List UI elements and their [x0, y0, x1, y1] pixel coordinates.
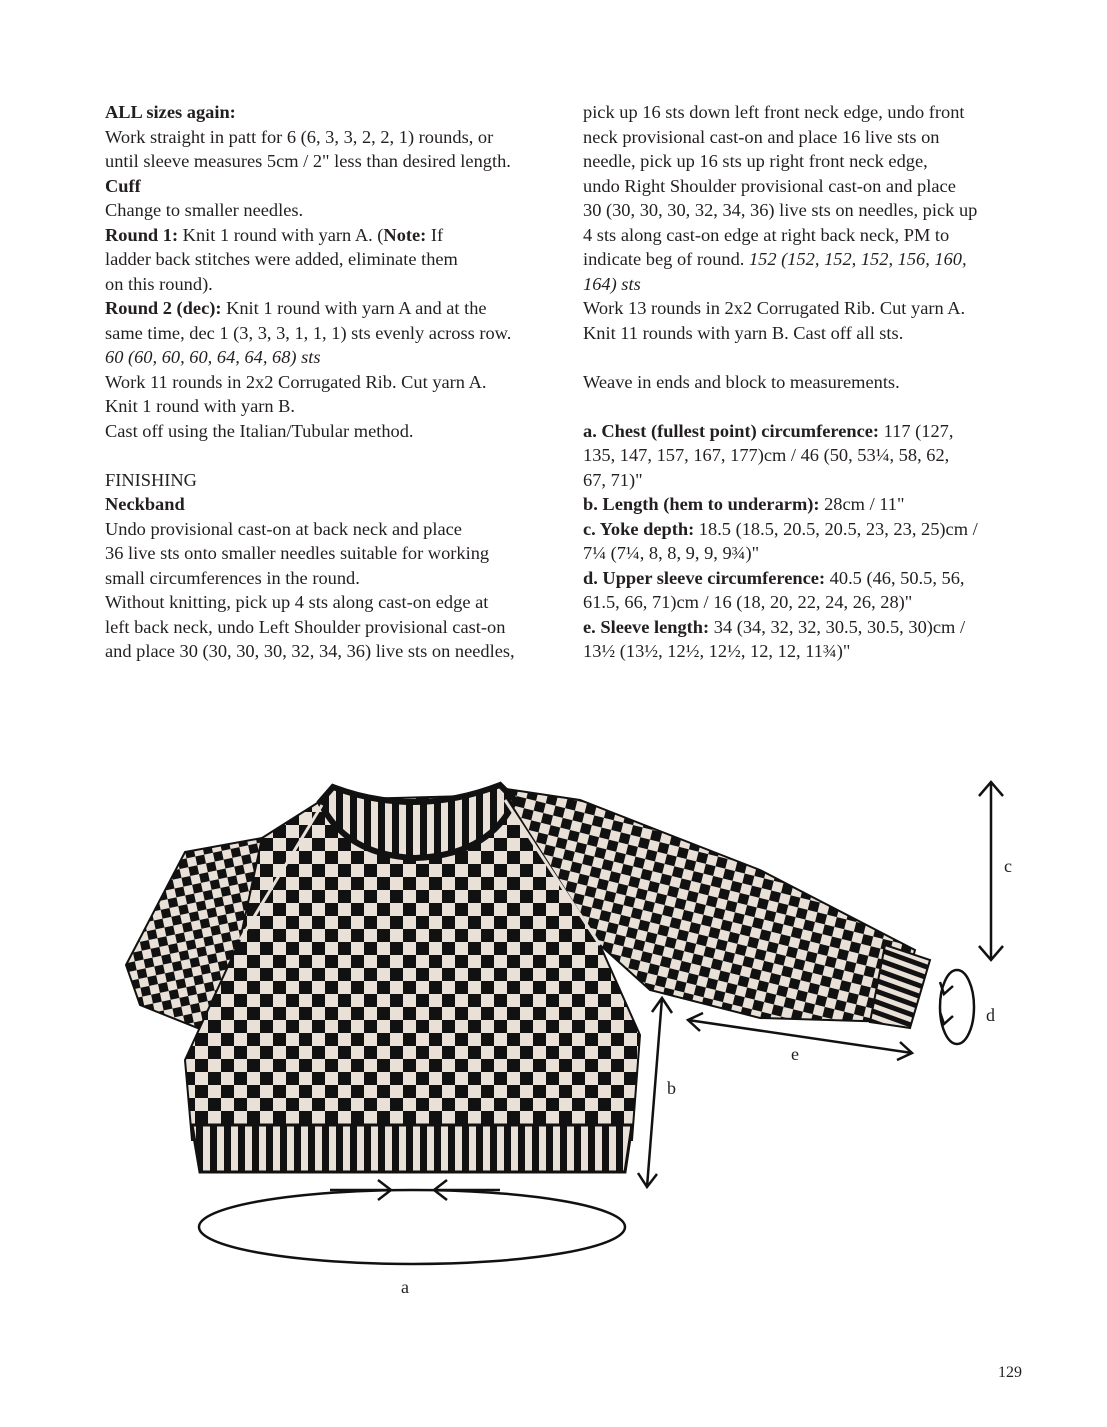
all-sizes-heading: ALL sizes again:: [105, 102, 236, 122]
page-number: 129: [998, 1364, 1022, 1381]
text-line: Work straight in patt for 6 (6, 3, 3, 2, 2, 1) rounds, or: [105, 126, 494, 147]
round-2-line: Round 2 (dec): Knit 1 round with yarn A and at the: [105, 298, 487, 318]
text-line: indicate beg of round. 152 (152, 152, 152, 156, 160,: [583, 249, 967, 269]
text-line: 4 sts along cast-on edge at right back neck, PM to: [583, 224, 950, 245]
text-line: 36 live sts onto smaller needles suitable for working: [105, 543, 490, 563]
text-line: Change to smaller needles.: [105, 200, 304, 220]
text-line: ladder back stitches were added, eliminate them: [105, 249, 458, 269]
measure-d-arrow: [940, 970, 974, 1044]
label-b: b: [667, 1078, 676, 1098]
sweater-figure: [0, 760, 1107, 1320]
left-column: [105, 100, 555, 664]
text-line: Knit 11 rounds with yarn B. Cast off all sts.: [583, 322, 904, 343]
text-line: until sleeve measures 5cm / 2" less than desired length.: [105, 151, 511, 171]
text-line: Knit 1 round with yarn B.: [105, 396, 296, 416]
hem-ribbing: [192, 1125, 632, 1172]
label-c: c: [1004, 856, 1012, 876]
text-line: 61.5, 66, 71)cm / 16 (18, 20, 22, 24, 26, 28)": [583, 592, 913, 612]
text-line: small circumferences in the round.: [105, 567, 360, 588]
text-line: left back neck, undo Left Shoulder provisional cast-on: [105, 616, 506, 637]
measurement-e: e. Sleeve length: 34 (34, 32, 32, 30.5, 30.5, 30)cm /: [583, 616, 966, 637]
text-line: pick up 16 sts down left front neck edge, undo front: [583, 102, 965, 122]
measurement-b: b. Length (hem to underarm): 28cm / 11": [583, 494, 905, 514]
measure-c-arrow: [979, 782, 1003, 960]
text-line: Without knitting, pick up 4 sts along cast-on edge at: [105, 592, 489, 612]
text-line: neck provisional cast-on and place 16 live sts on: [583, 126, 940, 147]
text-line: and place 30 (30, 30, 30, 32, 34, 36) live sts on needles,: [105, 641, 515, 661]
text-line: on this round).: [105, 273, 213, 294]
stitch-count: 164) sts: [583, 273, 641, 294]
text-line: Weave in ends and block to measurements.: [583, 371, 900, 392]
cuff-heading: Cuff: [105, 175, 141, 196]
measurement-a: a. Chest (fullest point) circumference: 117 (127,: [583, 420, 954, 441]
finishing-heading: FINISHING: [105, 469, 197, 490]
text-line: same time, dec 1 (3, 3, 3, 1, 1, 1) sts evenly across row.: [105, 322, 512, 343]
text-line: needle, pick up 16 sts up right front neck edge,: [583, 151, 928, 171]
label-d: d: [986, 1005, 995, 1025]
text-line: Undo provisional cast-on at back neck and place: [105, 518, 462, 539]
measure-a-arrow: [199, 1180, 625, 1264]
text-line: Work 13 rounds in 2x2 Corrugated Rib. Cut yarn A.: [583, 298, 966, 318]
round-1-line: Round 1: Knit 1 round with yarn A. (Note: If: [105, 224, 444, 245]
text-line: Cast off using the Italian/Tubular method.: [105, 420, 414, 441]
text-line: undo Right Shoulder provisional cast-on and place: [583, 175, 956, 196]
stitch-count: 60 (60, 60, 60, 64, 64, 68) sts: [105, 347, 321, 367]
right-column: [583, 100, 1013, 664]
label-a: a: [401, 1277, 409, 1297]
label-e: e: [791, 1044, 799, 1064]
measurement-d: d. Upper sleeve circumference: 40.5 (46, 50.5, 56,: [583, 567, 965, 588]
text-line: 7¼ (7¼, 8, 8, 9, 9, 9¾)": [583, 543, 760, 563]
measurement-c: c. Yoke depth: 18.5 (18.5, 20.5, 20.5, 23, 23, 25)cm /: [583, 518, 978, 539]
text-line: 67, 71)": [583, 469, 643, 490]
text-line: Work 11 rounds in 2x2 Corrugated Rib. Cut yarn A.: [105, 371, 487, 392]
text-line: 135, 147, 157, 167, 177)cm / 46 (50, 53¼, 58, 62,: [583, 445, 950, 465]
text-line: 13½ (13½, 12½, 12½, 12, 12, 11¾)": [583, 641, 851, 661]
text-line: 30 (30, 30, 30, 32, 34, 36) live sts on needles, pick up: [583, 200, 978, 220]
neckband-heading: Neckband: [105, 494, 185, 514]
